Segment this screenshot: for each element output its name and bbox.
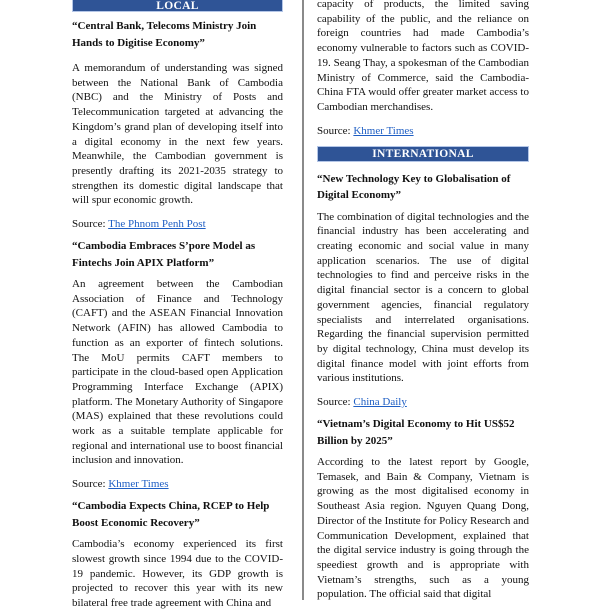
article-body: The combination of digital technologies and the financial industry has been accelerating and creating economic and social value in many application scenarios. The use of digital technologies to find and perceive risks in the digital financial sector is a concern to global government agencies, financial regulatory specialists and interrelated organisations. Regarding the financial supervision permitted by digital technology, China must develop its digital finance model with joint efforts from various institutions. — [317, 210, 529, 385]
article-source — [317, 124, 529, 138]
local-section-header: LOCAL — [72, 0, 283, 12]
source-label: Source: — [317, 124, 354, 137]
article-body: According to the latest report by Google, Temasek, and Bain & Company, Vietnam is growing as the most digitalised economy in Southeast Asia region. Nguyen Quang Dong, Director of the Institute for Policy Research and Communication Development, explained that the digital service industry is going through the speediest growth and is appropriate with Vietnam’s strengths, such as a young population. The official said that digital — [317, 456, 529, 601]
source-label: Source: — [317, 396, 354, 409]
article-body: Cambodia’s economy experienced its first slowest growth since 1994 due to the COVID-19 pandemic. However, its GDP growth is projected to recover this year with its new bilateral free trade agreement with China and — [72, 538, 283, 609]
source-link[interactable]: Khmer Times — [108, 478, 169, 491]
left-column — [72, 0, 283, 611]
article-headline: “New Technology Key to Globalisation of Digital Economy” — [317, 172, 511, 202]
article-body: A memorandum of understanding was signed between the National Bank of Cambodia (NBC) and the Ministry of Posts and Telecommunication targeted at advancing the Kingdom’s grand plan of developing itself into a digital economy in the next few years. Meanwhile, the Cambodian government is presently drafting its 2021-2035 strategy to strengthen its domestic digital landscape that will spur economic growth. — [72, 62, 283, 207]
article-source — [72, 477, 283, 491]
article-source — [317, 395, 529, 409]
source-link[interactable]: The Phnom Penh Post — [108, 218, 206, 231]
column-divider — [302, 0, 304, 600]
source-link[interactable]: Khmer Times — [353, 124, 414, 137]
article-headline: “Vietnam’s Digital Economy to Hit US$52 Billion by 2025” — [317, 418, 515, 447]
article-headline: “Cambodia Expects China, RCEP to Help Boost Economic Recovery” — [72, 500, 270, 529]
source-label: Source: — [72, 218, 109, 231]
source-link[interactable]: China Daily — [353, 396, 407, 409]
article-headline: “Cambodia Embraces S’pore Model as Fintechs Join APIX Platform” — [72, 240, 256, 269]
continued-article-body: capacity of products, the limited saving capability of the public, and the reliance on foreign countries had made Cambodia’s economy vulnerable to factors such as COVID-19. Seang Thay, a spokesman of the Cambodian Ministry of Commerce, said the Cambodia-China FTA would offer greater market access to Cambodian merchandises. — [317, 0, 529, 113]
article-source — [72, 217, 283, 231]
right-column — [317, 0, 529, 602]
international-section-header: INTERNATIONAL — [317, 146, 529, 162]
source-label: Source: — [72, 478, 109, 491]
article-body: An agreement between the Cambodian Association of Finance and Technology (CAFT) and the ASEAN Financial Innovation Network (AFIN) has allowed Cambodia to function as an exporter of fintech solutions. The MoU permits CAFT members to participate in the cloud-based open Application Programming Interface Exchange (APIX) platform. The Monetary Authority of Singapore (MAS) explained that these revolutions could work as a suitable template applicable for regional and international use to boost financial inclusion and innovation. — [72, 278, 283, 467]
article-headline: “Central Bank, Telecoms Ministry Join Hands to Digitise Economy” — [72, 20, 257, 49]
